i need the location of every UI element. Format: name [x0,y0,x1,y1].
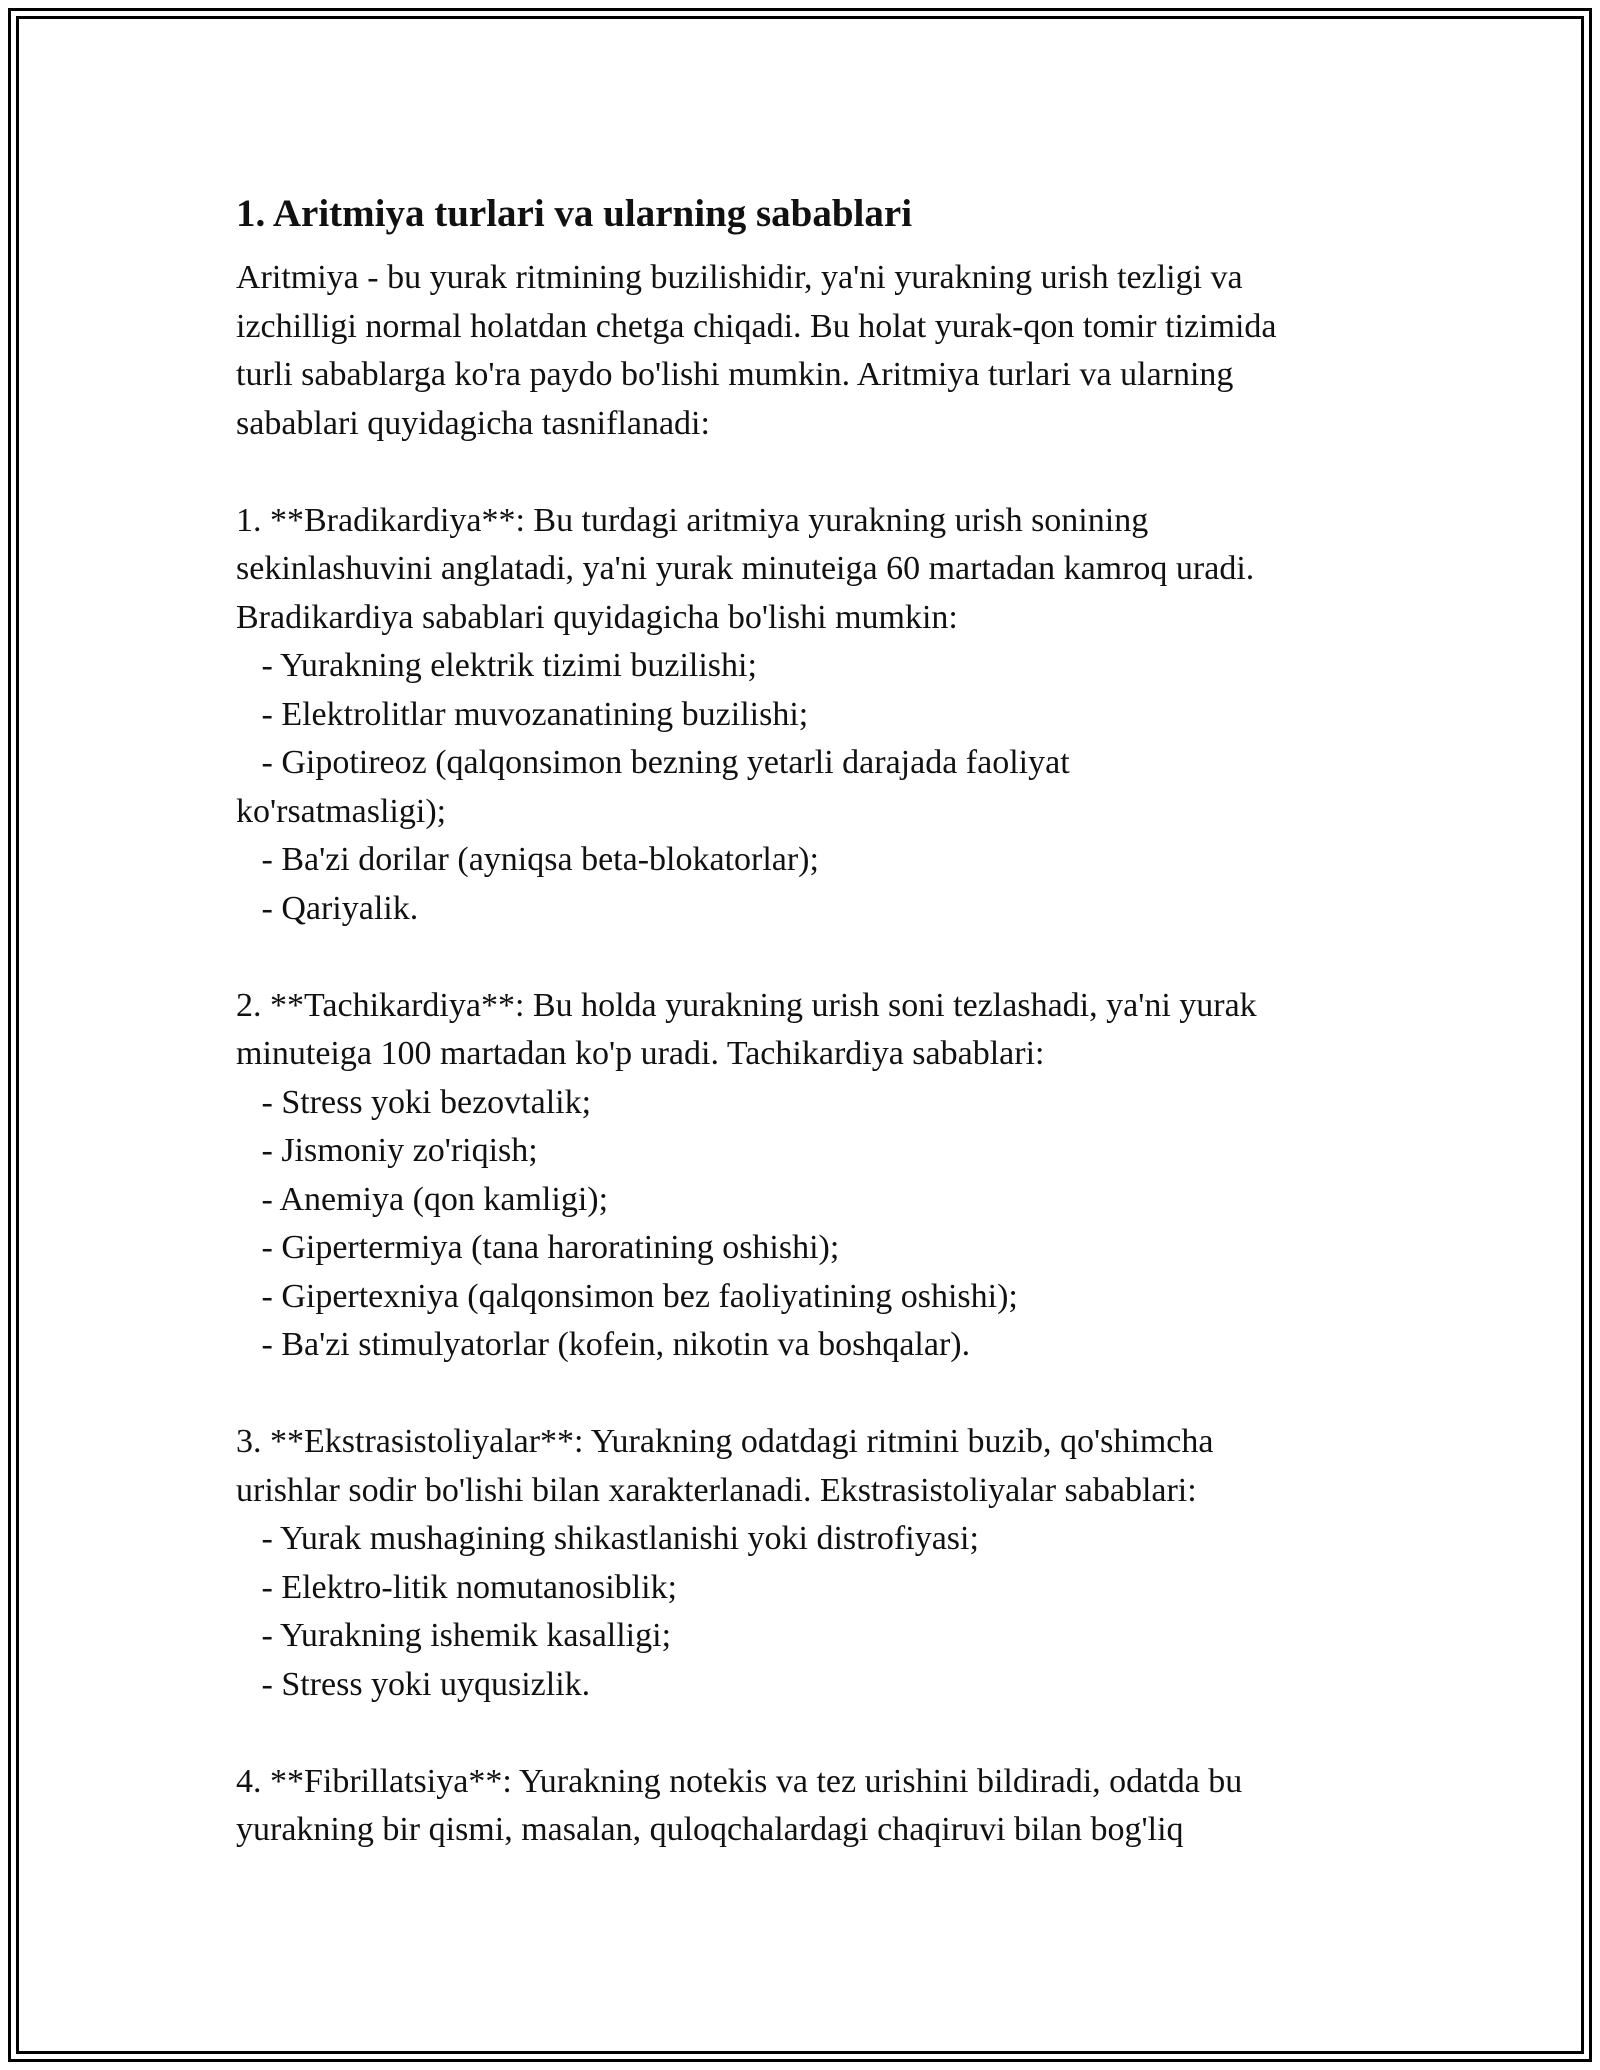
list-item: - Ba'zi stimulyatorlar (kofein, nikotin va boshqalar). [236,1326,971,1363]
text-line: 3. **Ekstrasistoliyalar**: Yurakning odatdagi ritmini buzib, qo'shimcha [236,1423,1214,1460]
list-item: - Yurak mushagining shikastlanishi yoki distrofiyasi; [236,1520,979,1557]
text-line: Aritmiya - bu yurak ritmining buzilishidir, ya'ni yurakning urish tezligi va [236,259,1243,296]
list-item: - Ba'zi dorilar (ayniqsa beta-blokatorlar); [236,841,819,878]
text-line: yurakning bir qismi, masalan, quloqchalardagi chaqiruvi bilan bog'liq [236,1811,1184,1848]
text-lines [236,254,1386,1855]
text-line: ko'rsatmasligi); [236,792,447,830]
list-item: - Anemiya (qon kamligi); [236,1180,609,1218]
list-item: - Yurakning elektrik tizimi buzilishi; [236,647,757,684]
blank-line [236,1709,1386,1758]
list-item: - Elektrolitlar muvozanatining buzilishi; [236,695,809,733]
text-line: minuteiga 100 martadan ko'p uradi. Tachikardiya sabablari: [236,1035,1045,1072]
list-item: - Gipotireoz (qalqonsimon bezning yetarli darajada faoliyat [236,744,1070,781]
list-item: - Stress yoki uyqusizlik. [236,1665,591,1703]
text-line: sabablari quyidagicha tasniflanadi: [236,404,710,442]
list-item: - Qariyalik. [236,889,419,927]
document-body [236,186,1386,1855]
text-line: turli sabablarga ko'ra paydo bo'lishi mumkin. Aritmiya turlari va ularning [236,356,1234,393]
text-line: urishlar sodir bo'lishi bilan xarakterlanadi. Ekstrasistoliyalar sabablari: [236,1471,1197,1509]
text-line: 1. **Bradikardiya**: Bu turdagi aritmiya yurakning urish sonining [236,501,1149,539]
list-item: - Jismoniy zo'riqish; [236,1132,538,1169]
blank-line [236,448,1386,497]
list-item: - Stress yoki bezovtalik; [236,1083,592,1121]
blank-line [236,1370,1386,1419]
list-item: - Gipertermiya (tana haroratining oshishi); [236,1229,840,1266]
text-line: Bradikardiya sabablari quyidagicha bo'lishi mumkin: [236,598,958,636]
text-line: 4. **Fibrillatsiya**: Yurakning notekis va tez urishini bildiradi, odatda bu [236,1762,1243,1800]
text-line: 2. **Tachikardiya**: Bu holda yurakning urish soni tezlashadi, ya'ni yurak [236,986,1257,1024]
text-line: sekinlashuvini anglatadi, ya'ni yurak minuteiga 60 martadan kamroq uradi. [236,550,1255,587]
blank-line [236,933,1386,982]
list-item: - Gipertexniya (qalqonsimon bez faoliyatining oshishi); [236,1277,1018,1315]
list-item: - Yurakning ishemik kasalligi; [236,1617,672,1654]
list-item: - Elektro-litik nomutanosiblik; [236,1568,678,1606]
section-title: 1. Aritmiya turlari va ularning sabablari [236,192,913,235]
text-line: izchilligi normal holatdan chetga chiqadi. Bu holat yurak-qon tomir tizimida [236,307,1277,345]
